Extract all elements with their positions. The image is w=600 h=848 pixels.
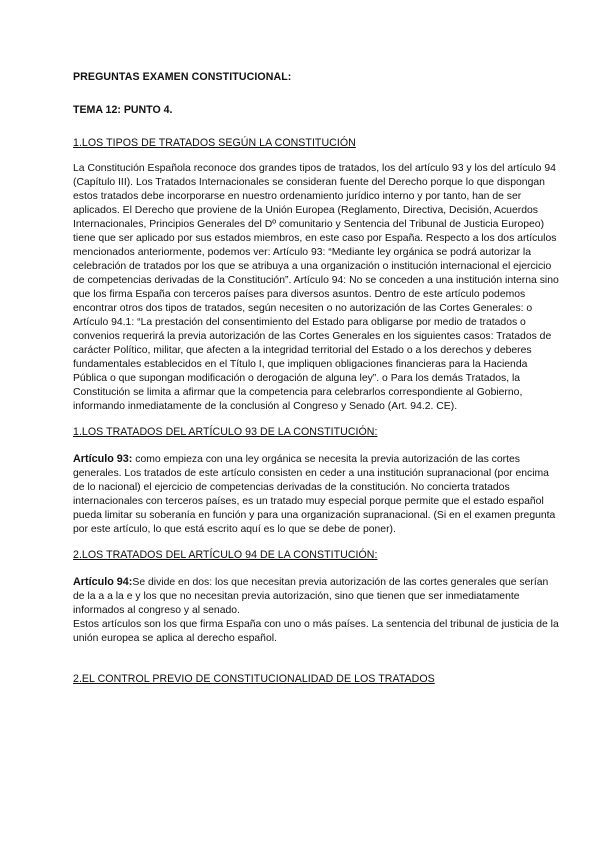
- section-heading-control-previo: 2.EL CONTROL PREVIO DE CONSTITUCIONALIDAD DE LOS TRATADOS: [73, 673, 435, 685]
- document-title: PREGUNTAS EXAMEN CONSTITUCIONAL:: [73, 71, 292, 83]
- article-94-text: Se divide en dos: los que necesitan previa autorización de las cortes generales que serían de la a a la e y los que no necesitan previa autorización, sino que tienen que ser inmediatamente informados al congreso y al senado.: [73, 577, 549, 616]
- article-93-lead: Artículo 93:: [73, 453, 133, 465]
- article-94-lead: Artículo 94:: [73, 576, 133, 588]
- section-heading-articulo-94: 2.LOS TRATADOS DEL ARTÍCULO 94 DE LA CONSTITUCIÓN:: [73, 549, 378, 561]
- section-heading-articulo-93: 1.LOS TRATADOS DEL ARTÍCULO 93 DE LA CONSTITUCIÓN:: [73, 426, 378, 438]
- section-body-articulo-94: [73, 575, 560, 618]
- section-body-articulo-94-continued: Estos artículos son los que firma España con uno o más países. La sentencia del tribunal de justicia de la unión europea se aplica al derecho español.: [73, 619, 559, 644]
- section-heading-tipos-tratados: 1.LOS TIPOS DE TRATADOS SEGÚN LA CONSTITUCIÓN: [73, 137, 356, 149]
- document-subtitle: TEMA 12: PUNTO 4.: [73, 104, 173, 116]
- section-body-articulo-93: [73, 452, 560, 537]
- article-93-text: como empieza con una ley orgánica se necesita la previa autorización de las cortes generales. Los tratados de este artículo consisten en ceder a una institución supranacional (por encima de lo nacional) el ejercicio de competencias derivadas de la constitución. No concierta tratados internacionales con terceros países, es un tratado muy especial porque permite que el estado español pueda limitar su soberanía en función y para una organización supranacional. (Si en el examen pregunta por este artículo, lo que está escrito aquí es lo que se debe de poner).: [73, 454, 556, 535]
- section-body-tipos-tratados: La Constitución Española reconoce dos grandes tipos de tratados, los del artículo 93 y los del artículo 94 (Capítulo III). Los Tratados Internacionales se consideran fuente del Derecho porque lo que dispongan estos tratados debe incorporarse en nuestro ordenamiento jurídico interno y por tanto, han de ser aplicados. El Derecho que proviene de la Unión Europea (Reglamento, Directiva, Decisión, Acuerdos Internacionales, Principios Generales del Dº comunitario y Sentencia del Tribunal de Justicia Europeo) tiene que ser aplicado por sus estados miembros, en este caso por España. Respecto a los dos artículos mencionados anteriormente, podemos ver: Artículo 93: “Mediante ley orgánica se podrá autorizar la celebración de tratados por los que se atribuya a una organización o institución internacional el ejercicio de competencias derivadas de la Constitución”. Artículo 94: No se conceden a una institución interna sino que los firma España con terceros países para diversos asuntos. Dentro de este artículo podemos encontrar otros dos tipos de tratados, según necesiten o no autorización de las Cortes Generales: o Artículo 94.1: “La prestación del consentimiento del Estado para obligarse por medio de tratados o convenios requerirá la previa autorización de las Cortes Generales en los siguientes casos: Tratados de carácter Político, militar, que afecten a la integridad territorial del Estado o a los derechos y deberes fundamentales establecidos en el Título I, que impliquen obligaciones financieras para la Hacienda Pública o que supongan modificación o derogación de alguna ley”. o Para los demás Tratados, la Constitución se limita a afirmar que la competencia para celebrarlos correspondiente al Gobierno, informando inmediatamente de la conclusión al Congreso y Senado (Art. 94.2. CE).: [73, 163, 559, 412]
